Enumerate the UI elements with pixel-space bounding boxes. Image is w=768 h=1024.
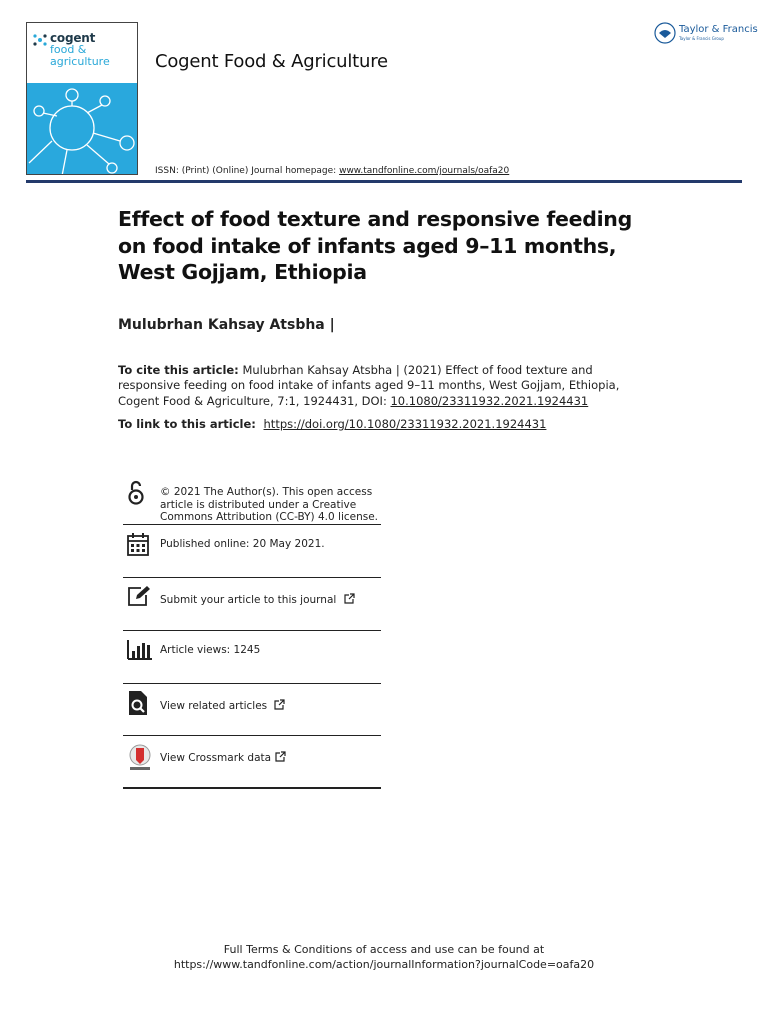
info-divider	[123, 577, 381, 578]
cover-brand-agriculture: agriculture	[50, 55, 110, 68]
header-divider	[26, 180, 742, 183]
citation-block	[118, 363, 648, 409]
info-divider	[123, 683, 381, 684]
article-author: Mulubrhan Kahsay Atsbha |	[118, 317, 335, 333]
related-text[interactable]: View related articles	[160, 700, 268, 712]
info-divider	[123, 630, 381, 631]
issn-line	[155, 166, 509, 176]
cite-label: To cite this article:	[118, 363, 239, 377]
crossmark-link[interactable]	[160, 751, 380, 765]
published-row	[123, 530, 381, 576]
article-doi-link[interactable]: https://doi.org/10.1080/23311932.2021.1924431	[263, 417, 547, 431]
views-text: Article views: 1245	[160, 644, 261, 656]
info-divider	[123, 524, 381, 525]
open-access-icon	[127, 480, 145, 506]
cite-doi-link[interactable]: 10.1080/23311932.2021.1924431	[390, 393, 589, 408]
article-link-block	[118, 417, 648, 431]
license-text: © 2021 The Author(s). This open access article is distributed under a Creative Commons Attribution (CC-BY) 4.0 license.	[160, 486, 379, 523]
cite-text: Mulubrhan Kahsay Atsbha | (2021) Effect of food texture and responsive feeding on food intake of infants aged 9–11 months, West Gojjam, Ethiopia, Cogent Food & Agriculture, 7:1, 1924431, DOI:	[118, 363, 620, 408]
cover-brand-cogent: cogent	[50, 31, 96, 45]
crossmark-row[interactable]	[123, 741, 381, 787]
cover-brand-food: food &	[50, 43, 87, 56]
cogent-logo-icon	[32, 33, 48, 47]
footer-terms-link[interactable]: https://www.tandfonline.com/action/journalInformation?journalCode=oafa20	[173, 958, 595, 971]
footer-terms-text: Full Terms & Conditions of access and use can be found at	[223, 943, 545, 956]
link-label: To link to this article:	[118, 417, 260, 431]
views-row	[123, 636, 381, 682]
external-link-icon	[274, 699, 285, 710]
molecule-art-icon	[27, 83, 137, 175]
calendar-icon	[127, 532, 149, 556]
publisher-name: Taylor & Francis	[679, 24, 758, 35]
license-row	[123, 478, 381, 524]
external-link-icon	[275, 751, 286, 762]
related-search-icon	[127, 690, 149, 716]
info-bottom-divider	[123, 787, 381, 789]
info-divider	[123, 735, 381, 736]
crossmark-icon	[127, 744, 153, 772]
journal-title: Cogent Food & Agriculture	[155, 51, 388, 72]
external-link-icon	[344, 593, 355, 604]
publisher-subtitle: Taylor & Francis Group	[679, 36, 724, 41]
journal-homepage-link[interactable]: www.tandfonline.com/journals/oafa20	[339, 166, 510, 176]
submit-row[interactable]	[123, 583, 381, 629]
journal-cover	[26, 22, 138, 175]
submit-text[interactable]: Submit your article to this journal	[160, 594, 337, 606]
cover-artwork	[27, 83, 137, 175]
taylor-francis-logo-icon	[654, 22, 676, 44]
crossmark-text[interactable]: View Crossmark data	[160, 752, 272, 764]
bar-chart-icon	[127, 638, 153, 660]
related-row[interactable]	[123, 689, 381, 735]
edit-icon	[127, 585, 151, 607]
related-articles-link[interactable]	[160, 699, 380, 713]
submit-article-link[interactable]	[160, 593, 380, 607]
published-text: Published online: 20 May 2021.	[160, 538, 325, 550]
issn-text: ISSN: (Print) (Online) Journal homepage:	[155, 166, 340, 176]
article-title: Effect of food texture and responsive feeding on food intake of infants aged 9–11 months, West Gojjam, Ethiopia	[118, 207, 632, 284]
